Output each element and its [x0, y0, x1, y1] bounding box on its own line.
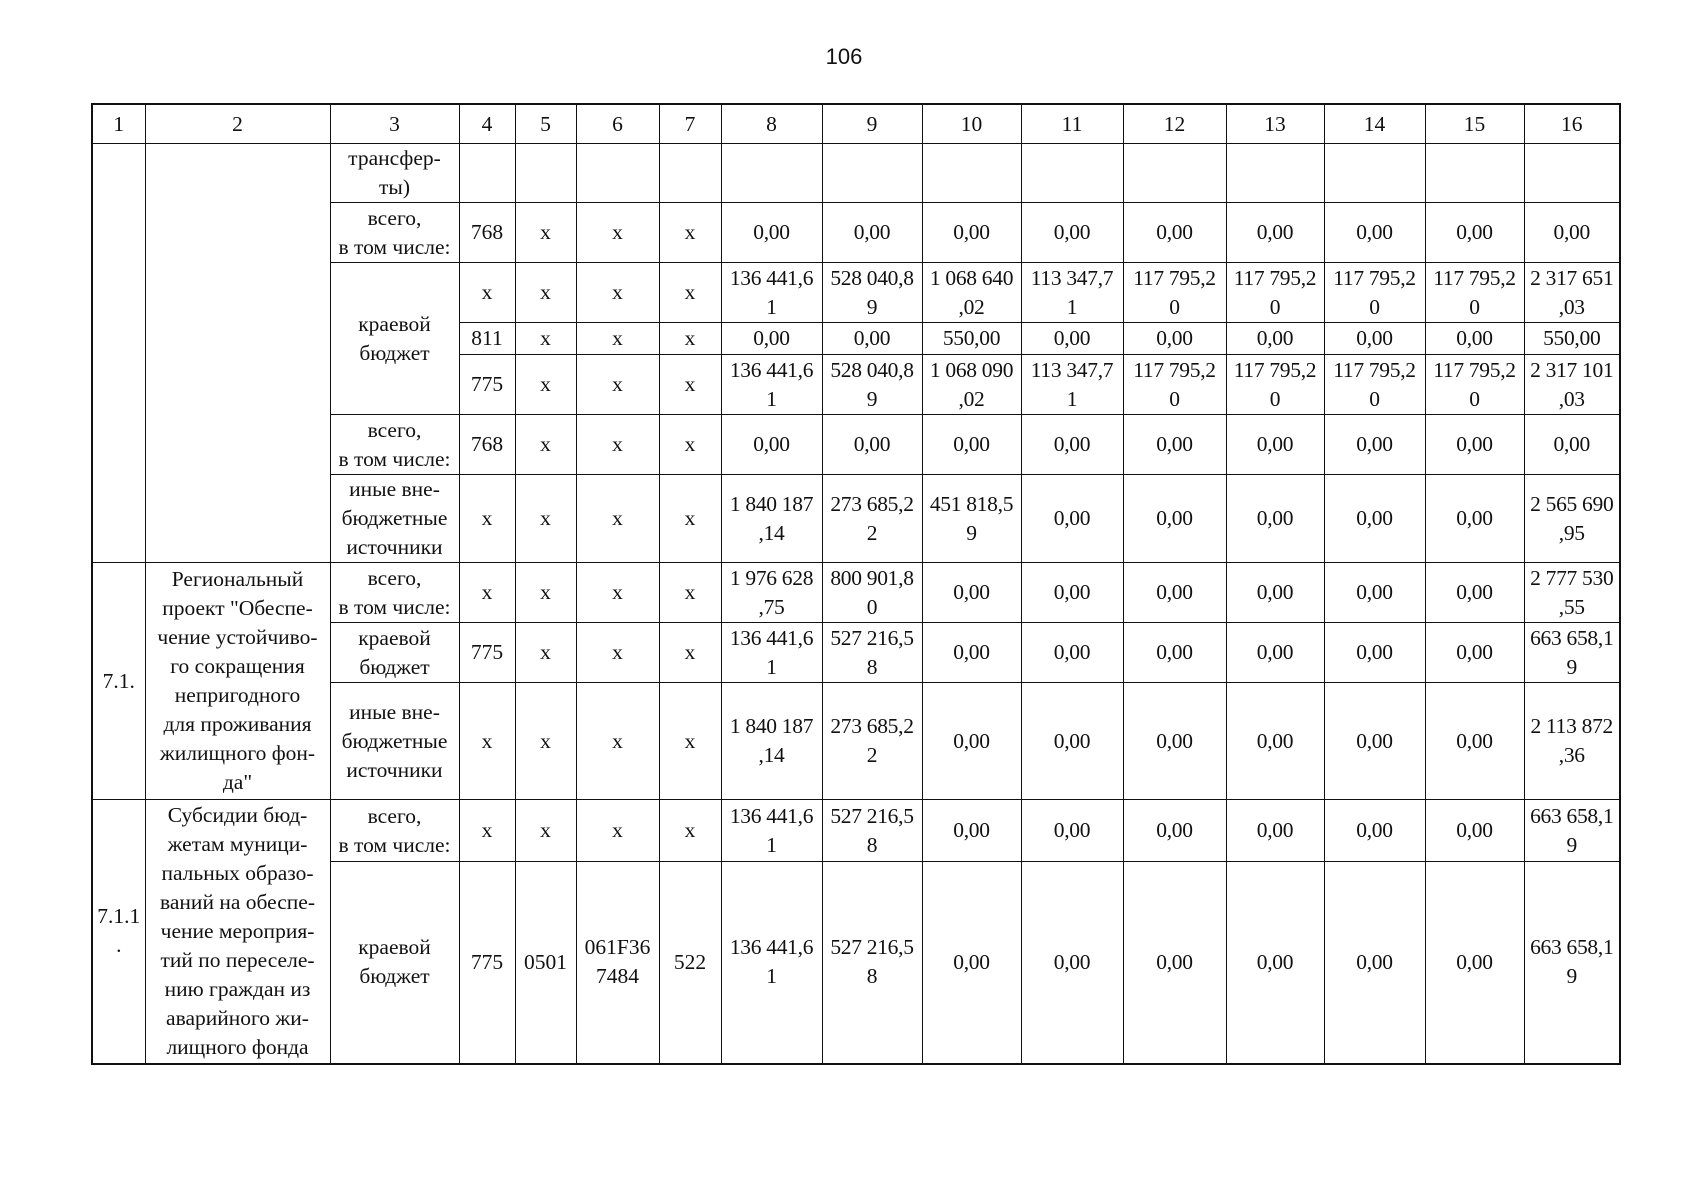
cell-code-admin: 768: [459, 203, 515, 263]
cell-code-section: х: [515, 800, 576, 862]
cell-source: краевой бюджет: [330, 623, 459, 683]
cell-value-col11: 0,00: [1021, 800, 1123, 862]
cell-code-admin: 775: [459, 355, 515, 415]
header-cell-11: 11: [1021, 104, 1123, 144]
cell-description: Субсидии бюд- жетам муници- пальных образо- ваний на обеспе- чение мероприя- тий по переселе- нию граждан из аварийного жи- лищного фонда: [145, 800, 330, 1064]
cell-source: иные вне- бюджетные источники: [330, 475, 459, 563]
cell-code-target: х: [576, 623, 659, 683]
cell-value-col9: 0,00: [822, 415, 922, 475]
cell-value-col11: 0,00: [1021, 563, 1123, 623]
cell-code-section: х: [515, 415, 576, 475]
cell-source: всего, в том числе:: [330, 203, 459, 263]
cell-value-col11: 0,00: [1021, 623, 1123, 683]
cell-source: краевой бюджет: [330, 862, 459, 1064]
cell-value-col9: 273 685,2 2: [822, 683, 922, 800]
cell-value-col12: 117 795,2 0: [1123, 263, 1226, 323]
cell-value-col11: 0,00: [1021, 415, 1123, 475]
cell-value-col12: 0,00: [1123, 323, 1226, 355]
cell-value-col16: 663 658,1 9: [1524, 623, 1620, 683]
cell-value-col8: 136 441,6 1: [721, 862, 822, 1064]
cell-code-section: х: [515, 203, 576, 263]
cell-code-admin: 811: [459, 323, 515, 355]
cell-value-col16: 2 113 872 ,36: [1524, 683, 1620, 800]
cell-code-type: х: [659, 683, 721, 800]
cell-value-col12: 0,00: [1123, 415, 1226, 475]
cell-value-col13: 0,00: [1226, 683, 1324, 800]
cell-value-col11: 0,00: [1021, 323, 1123, 355]
cell-value-col15: 0,00: [1425, 323, 1524, 355]
cell-value-col15: 0,00: [1425, 862, 1524, 1064]
cell-value-col13: 0,00: [1226, 563, 1324, 623]
cell-code-admin: х: [459, 683, 515, 800]
cell-code-section: х: [515, 323, 576, 355]
cell-source: трансфер- ты): [330, 144, 459, 203]
cell-value-col11: 0,00: [1021, 475, 1123, 563]
cell-value-col14: 117 795,2 0: [1324, 355, 1425, 415]
cell-value-col15: 0,00: [1425, 800, 1524, 862]
cell-code-target: х: [576, 475, 659, 563]
cell-code-section: х: [515, 623, 576, 683]
cell-value-col14: 0,00: [1324, 323, 1425, 355]
cell-value-col15: 0,00: [1425, 203, 1524, 263]
cell-value-col12: 0,00: [1123, 203, 1226, 263]
cell-value-col8: 0,00: [721, 203, 822, 263]
cell-value-col9: 0,00: [822, 323, 922, 355]
cell-code-type: х: [659, 475, 721, 563]
cell-description: [145, 144, 330, 563]
cell-value-col14: 117 795,2 0: [1324, 263, 1425, 323]
cell-value-col16: 2 317 651 ,03: [1524, 263, 1620, 323]
cell-value-col14: 0,00: [1324, 623, 1425, 683]
cell-value-col12: 0,00: [1123, 623, 1226, 683]
budget-table: [91, 103, 1621, 1065]
cell-value-col10: 451 818,5 9: [922, 475, 1021, 563]
cell-value-col12: 0,00: [1123, 563, 1226, 623]
cell-value-col13: 0,00: [1226, 800, 1324, 862]
cell-value-col10: 1 068 640 ,02: [922, 263, 1021, 323]
cell-value-col14: 0,00: [1324, 800, 1425, 862]
header-cell-7: 7: [659, 104, 721, 144]
cell-value-col10: 0,00: [922, 203, 1021, 263]
cell-code-section: х: [515, 563, 576, 623]
cell-value-col15: 0,00: [1425, 415, 1524, 475]
cell-value-col15: 0,00: [1425, 683, 1524, 800]
cell-value-col16: 663 658,1 9: [1524, 862, 1620, 1064]
cell-value-col15: 117 795,2 0: [1425, 263, 1524, 323]
header-cell-10: 10: [922, 104, 1021, 144]
cell-value-col11: 0,00: [1021, 862, 1123, 1064]
cell-code-type: х: [659, 800, 721, 862]
cell-value-col10: 0,00: [922, 415, 1021, 475]
table-row: [92, 563, 1620, 623]
cell-value-col16: 2 565 690 ,95: [1524, 475, 1620, 563]
cell-value-col14: 0,00: [1324, 203, 1425, 263]
cell-value-col8: 136 441,6 1: [721, 355, 822, 415]
cell-value-col10: 550,00: [922, 323, 1021, 355]
cell-value-col11: 0,00: [1021, 203, 1123, 263]
cell-value-col14: 0,00: [1324, 862, 1425, 1064]
cell-value-col10: 0,00: [922, 623, 1021, 683]
cell-code-admin: 775: [459, 623, 515, 683]
header-cell-6: 6: [576, 104, 659, 144]
cell-value-col16: 550,00: [1524, 323, 1620, 355]
cell-code-target: х: [576, 355, 659, 415]
cell-value-col15: 117 795,2 0: [1425, 355, 1524, 415]
cell-value-col15: 0,00: [1425, 623, 1524, 683]
cell-code-section: х: [515, 475, 576, 563]
cell-value-col13: 117 795,2 0: [1226, 355, 1324, 415]
cell-code-target: х: [576, 415, 659, 475]
cell-value-col10: 0,00: [922, 862, 1021, 1064]
cell-value-col12: 0,00: [1123, 800, 1226, 862]
cell-code-type: х: [659, 203, 721, 263]
cell-value-col15: 0,00: [1425, 475, 1524, 563]
cell-code-admin: х: [459, 263, 515, 323]
cell-code-target: х: [576, 683, 659, 800]
cell-value-col14: 0,00: [1324, 475, 1425, 563]
cell-value-col16: 0,00: [1524, 203, 1620, 263]
cell-value-col16: 2 317 101 ,03: [1524, 355, 1620, 415]
cell-value-col12: 0,00: [1123, 862, 1226, 1064]
cell-code-target: х: [576, 800, 659, 862]
cell-value-col13: 0,00: [1226, 203, 1324, 263]
cell-value-col13: 0,00: [1226, 623, 1324, 683]
cell-code-type: 522: [659, 862, 721, 1064]
cell-value-col8: 136 441,6 1: [721, 623, 822, 683]
cell-code-type: х: [659, 563, 721, 623]
cell-source: всего, в том числе:: [330, 415, 459, 475]
cell-value-col13: 0,00: [1226, 475, 1324, 563]
cell-value-col16: 663 658,1 9: [1524, 800, 1620, 862]
cell-value-col8: 1 976 628 ,75: [721, 563, 822, 623]
cell-number: 7.1.1 .: [92, 800, 145, 1064]
cell-value-col9: 800 901,8 0: [822, 563, 922, 623]
cell-source: всего, в том числе:: [330, 563, 459, 623]
table-row: [92, 144, 1620, 203]
cell-value-col13: 0,00: [1226, 415, 1324, 475]
cell-value-col8: 0,00: [721, 415, 822, 475]
cell-value-col10: 1 068 090 ,02: [922, 355, 1021, 415]
cell-code-admin: х: [459, 800, 515, 862]
cell-code-section: х: [515, 263, 576, 323]
cell-code-type: х: [659, 323, 721, 355]
cell-value-col9: 0,00: [822, 203, 922, 263]
header-cell-9: 9: [822, 104, 922, 144]
cell-value-col9: 273 685,2 2: [822, 475, 922, 563]
cell-code-type: х: [659, 623, 721, 683]
cell-value-col12: 0,00: [1123, 475, 1226, 563]
cell-code-section: 0501: [515, 862, 576, 1064]
cell-value-col8: 1 840 187 ,14: [721, 475, 822, 563]
cell-code-type: х: [659, 415, 721, 475]
header-cell-8: 8: [721, 104, 822, 144]
cell-source: краевой бюджет: [330, 263, 459, 415]
cell-value-col10: 0,00: [922, 683, 1021, 800]
header-cell-5: 5: [515, 104, 576, 144]
cell-number: 7.1.: [92, 563, 145, 800]
header-cell-13: 13: [1226, 104, 1324, 144]
header-cell-4: 4: [459, 104, 515, 144]
cell-code-target: х: [576, 263, 659, 323]
cell-number: [92, 144, 145, 563]
cell-value-col11: 113 347,7 1: [1021, 355, 1123, 415]
cell-value-col13: 0,00: [1226, 862, 1324, 1064]
cell-value-col8: 136 441,6 1: [721, 263, 822, 323]
cell-value-col8: 1 840 187 ,14: [721, 683, 822, 800]
cell-code-admin: 775: [459, 862, 515, 1064]
header-row: [92, 104, 1620, 144]
cell-source: иные вне- бюджетные источники: [330, 683, 459, 800]
cell-value-col10: 0,00: [922, 800, 1021, 862]
cell-value-col14: 0,00: [1324, 415, 1425, 475]
cell-code-target: 061F36 7484: [576, 862, 659, 1064]
cell-value-col8: 136 441,6 1: [721, 800, 822, 862]
header-cell-2: 2: [145, 104, 330, 144]
header-cell-1: 1: [92, 104, 145, 144]
cell-code-type: х: [659, 263, 721, 323]
page-number: 106: [825, 44, 863, 69]
header-cell-3: 3: [330, 104, 459, 144]
cell-value-col10: 0,00: [922, 563, 1021, 623]
cell-code-target: х: [576, 563, 659, 623]
cell-code-target: х: [576, 323, 659, 355]
cell-code-type: х: [659, 355, 721, 415]
cell-value-col14: 0,00: [1324, 683, 1425, 800]
cell-value-col16: 2 777 530 ,55: [1524, 563, 1620, 623]
cell-source: всего, в том числе:: [330, 800, 459, 862]
cell-value-col12: 0,00: [1123, 683, 1226, 800]
cell-value-col9: 528 040,8 9: [822, 263, 922, 323]
cell-value-col9: 527 216,5 8: [822, 623, 922, 683]
cell-value-col14: 0,00: [1324, 563, 1425, 623]
cell-value-col16: 0,00: [1524, 415, 1620, 475]
table-row: [92, 800, 1620, 862]
cell-value-col13: 0,00: [1226, 323, 1324, 355]
cell-value-col11: 113 347,7 1: [1021, 263, 1123, 323]
cell-value-col13: 117 795,2 0: [1226, 263, 1324, 323]
cell-value-col12: 117 795,2 0: [1123, 355, 1226, 415]
cell-code-target: х: [576, 203, 659, 263]
cell-code-section: х: [515, 355, 576, 415]
cell-value-col9: 527 216,5 8: [822, 862, 922, 1064]
cell-value-col15: 0,00: [1425, 563, 1524, 623]
cell-value-col8: 0,00: [721, 323, 822, 355]
header-cell-15: 15: [1425, 104, 1524, 144]
cell-value-col9: 528 040,8 9: [822, 355, 922, 415]
cell-description: Региональный проект "Обеспе- чение устойчиво- го сокращения непригодного для проживания жилищного фон- да": [145, 563, 330, 800]
cell-value-col11: 0,00: [1021, 683, 1123, 800]
cell-code-admin: х: [459, 475, 515, 563]
cell-code-admin: 768: [459, 415, 515, 475]
cell-value-col9: 527 216,5 8: [822, 800, 922, 862]
header-cell-14: 14: [1324, 104, 1425, 144]
cell-code-admin: х: [459, 563, 515, 623]
cell-code-section: х: [515, 683, 576, 800]
header-cell-12: 12: [1123, 104, 1226, 144]
header-cell-16: 16: [1524, 104, 1620, 144]
